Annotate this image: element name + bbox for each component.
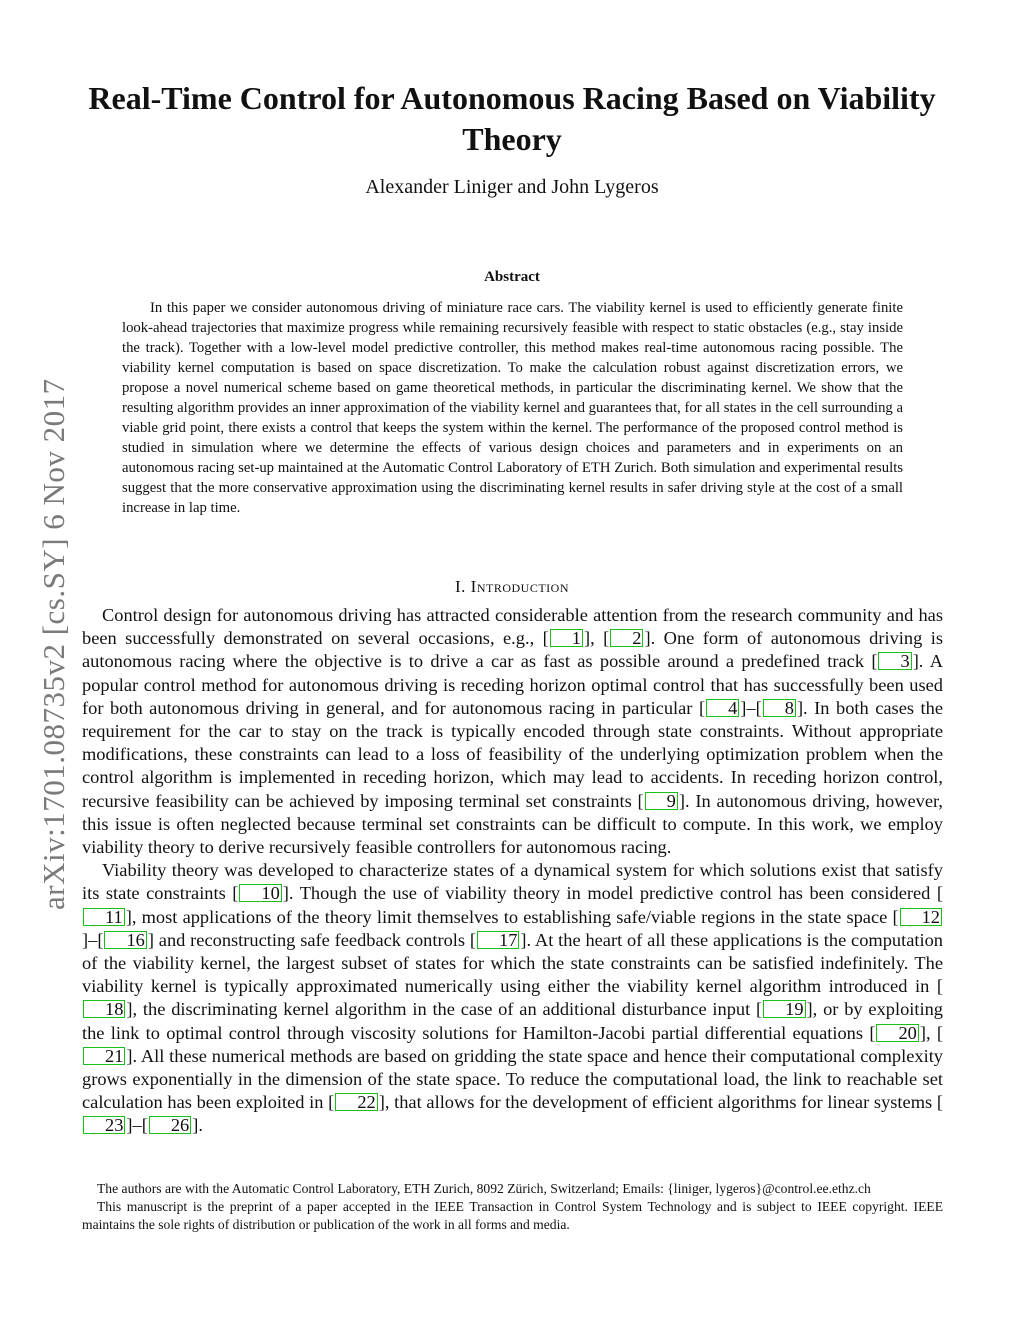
section-heading-introduction: [80, 577, 944, 597]
citation-link[interactable]: 22: [335, 1093, 377, 1111]
text-run: Viability theory was developed to characterize states of a dynamical system for which solutions exist that satisfy its state constraints [: [82, 860, 943, 904]
citation-link[interactable]: 10: [239, 884, 281, 902]
citation-link[interactable]: 8: [763, 699, 796, 717]
paragraph: [82, 859, 943, 1137]
section-number: I.: [455, 577, 466, 596]
text-run: ]. One form of autonomous driving is autonomous racing where the objective is to drive a car as fast as possible around a predefined track [: [82, 628, 943, 672]
paper-title: Real-Time Control for Autonomous Racing Based on Viability Theory: [88, 80, 936, 157]
text-run: ], [: [919, 1022, 943, 1043]
section-title: Introduction: [470, 577, 569, 596]
text-run: ]. Though the use of viability theory in model predictive control has been considered [: [282, 883, 943, 904]
text-run: ]. In both cases the requirement for the car to stay on the track is typically encoded through state constraints. Without appropriate modifications, these constraints can lead to a loss of feasibility of the underlying optimization problem when the control algorithm is implemented in receding horizon, which may lead to accidents. In receding horizon control, recursive feasibility can be achieved by imposing terminal set constraints [: [82, 697, 943, 811]
citation-link[interactable]: 23: [83, 1116, 125, 1134]
citation-link[interactable]: 19: [763, 1000, 805, 1018]
footnote-affiliation: The authors are with the Automatic Control Laboratory, ETH Zurich, 8092 Zürich, Switzerland; Emails: {liniger, lygeros}@control.ee.ethz.ch: [97, 1181, 871, 1196]
introduction-body: [82, 604, 943, 1138]
citation-link[interactable]: 4: [706, 699, 739, 717]
text-run: ].: [192, 1115, 203, 1136]
text-run: Control design for autonomous driving has attracted considerable attention from the research community and has been successfully demonstrated on several occasions, e.g., [: [82, 605, 943, 649]
citation-link[interactable]: 2: [610, 629, 643, 647]
text-run: ]. A popular control method for autonomous driving is receding horizon optimal control that has successfully been used for both autonomous driving in general, and for autonomous racing in particular [: [82, 651, 943, 718]
text-run: ]–[: [126, 1115, 148, 1136]
text-run: ], or by exploiting the link to optimal control through viscosity solutions for Hamilton-Jacobi partial differential equations [: [82, 999, 943, 1043]
paragraph: [82, 604, 943, 859]
text-run: ]–[: [82, 929, 104, 950]
footnotes: [82, 1180, 943, 1234]
text-run: ], that allows for the development of efficient algorithms for linear systems [: [378, 1092, 943, 1113]
paper-authors: Alexander Liniger and John Lygeros: [365, 176, 659, 198]
citation-link[interactable]: 17: [477, 931, 519, 949]
footnote-copyright: This manuscript is the preprint of a paper accepted in the IEEE Transaction in Control System Technology and is subject to IEEE copyright. IEEE maintains the sole rights of distribution or publication of the work in all forms and media.: [82, 1199, 943, 1232]
text-run: ]. At the heart of all these applications is the computation of the viability kernel, the largest subset of states for which the state constraints can be satisfied indefinitely. The viability kernel is typically approximated numerically using either the viability kernel algorithm introduced in [: [82, 929, 943, 997]
citation-link[interactable]: 12: [900, 908, 942, 926]
text-run: ]–[: [740, 697, 762, 718]
text-run: ] and reconstructing safe feedback controls [: [147, 929, 477, 950]
text-run: ], most applications of the theory limit themselves to establishing safe/viable regions in the state space [: [125, 906, 899, 927]
abstract-heading: Abstract: [484, 269, 540, 285]
text-run: ]. All these numerical methods are based on gridding the state space and hence their computational complexity grows exponentially in the dimension of the state space. To reduce the computational load, the link to reachable set calculation has been exploited in [: [82, 1045, 943, 1113]
text-run: ], the discriminating kernel algorithm in the case of an additional disturbance input [: [126, 999, 763, 1020]
citation-link[interactable]: 9: [645, 792, 678, 810]
citation-link[interactable]: 3: [878, 652, 911, 670]
citation-link[interactable]: 16: [104, 931, 146, 949]
arxiv-identifier: arXiv:1701.08735v2 [cs.SY] 6 Nov 2017: [36, 378, 71, 910]
abstract-text: In this paper we consider autonomous driving of miniature race cars. The viability kernel is used to efficiently generate finite look-ahead trajectories that maximize progress while remaining recursively feasible with respect to static obstacles (e.g., stay inside the track). Together with a low-level model predictive controller, this method makes real-time autonomous racing possible. The viability kernel computation is based on space discretization. To make the calculation robust against discretization errors, we propose a novel numerical scheme based on game theoretical methods, in particular the discriminating kernel. We show that the resulting algorithm provides an inner approximation of the viability kernel and guarantees that, for all states in the cell surrounding a viable grid point, there exists a control that keeps the system within the kernel. The performance of the proposed control method is studied in simulation where we determine the effects of various design choices and parameters and in experiments on an autonomous racing set-up maintained at the Automatic Control Laboratory of ETH Zurich. Both simulation and experimental results suggest that the more conservative approximation using the discriminating kernel results in safer driving style at the cost of a small increase in lap time.: [122, 300, 903, 516]
text-run: ], [: [583, 628, 610, 649]
citation-link[interactable]: 18: [83, 1000, 125, 1018]
citation-link[interactable]: 1: [550, 629, 583, 647]
citation-link[interactable]: 26: [149, 1116, 191, 1134]
citation-link[interactable]: 11: [83, 908, 125, 926]
citation-link[interactable]: 21: [83, 1047, 125, 1065]
text-run: ]. In autonomous driving, however, this issue is often neglected because terminal set constraints can be difficult to compute. In this work, we employ viability theory to derive recursively feasible controllers for autonomous racing.: [82, 790, 943, 858]
citation-link[interactable]: 20: [876, 1024, 918, 1042]
